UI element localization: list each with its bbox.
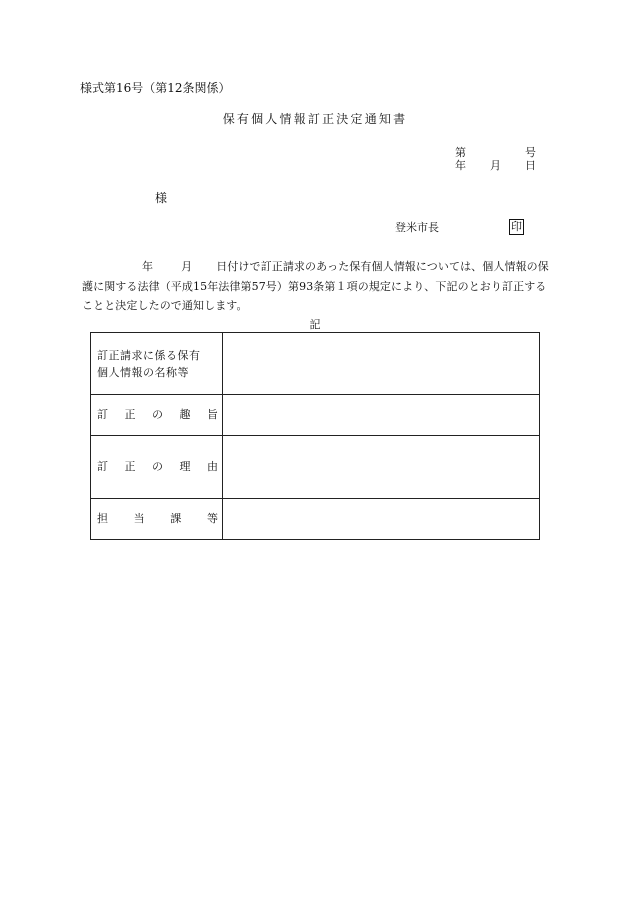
label-char: 課	[170, 512, 182, 525]
label-char: 訂	[97, 408, 108, 421]
table-row-purpose	[91, 395, 540, 436]
label-info-name	[91, 333, 223, 395]
label-char: 当	[133, 512, 145, 525]
document-title: 保有個人情報訂正決定通知書	[222, 112, 408, 126]
body-month: 月	[181, 260, 193, 273]
value-department[interactable]	[223, 499, 540, 540]
table-row-info-name	[91, 333, 540, 395]
label-char: 趣	[179, 408, 191, 421]
label-char: 理	[179, 460, 191, 473]
addressee-suffix: 様	[155, 191, 168, 205]
date-month: 月	[490, 159, 501, 172]
label-char: 由	[207, 460, 218, 473]
label-char: の	[152, 408, 163, 421]
label-char: 訂	[97, 460, 108, 473]
label-line: 個人情報の名称等	[97, 365, 189, 379]
body-year: 年	[142, 260, 154, 273]
label-department	[91, 499, 223, 540]
label-purpose	[91, 395, 223, 436]
label-char: 担	[97, 512, 108, 525]
value-reason[interactable]	[223, 436, 540, 499]
label-char: 正	[124, 460, 136, 473]
notice-body	[82, 257, 550, 316]
number-prefix: 第	[455, 146, 466, 159]
value-info-name[interactable]	[223, 333, 540, 395]
table-row-department	[91, 499, 540, 540]
date-year: 年	[455, 159, 466, 172]
value-purpose[interactable]	[223, 395, 540, 436]
label-line: 訂正請求に係る保有	[97, 348, 201, 362]
label-char: 等	[206, 512, 218, 525]
ki-heading: 記	[309, 318, 321, 331]
label-char: 正	[124, 408, 136, 421]
issuer-name: 登米市長	[395, 221, 439, 234]
label-reason	[91, 436, 223, 499]
body-text: 日付けで訂正請求のあった保有個人情報については、個人情報の保護に関する法律（平成15年法律第57号）第93条第１項の規定により、下記のとおり訂正することと決定したので通知します。	[82, 260, 549, 312]
notice-table	[90, 332, 540, 540]
number-suffix: 号	[525, 146, 536, 159]
label-char: 旨	[207, 408, 218, 421]
table-row-reason	[91, 436, 540, 499]
label-char: の	[152, 460, 163, 473]
date-day: 日	[525, 159, 536, 172]
seal-stamp: 印	[511, 220, 522, 233]
form-id: 様式第16号（第12条関係）	[80, 81, 231, 95]
